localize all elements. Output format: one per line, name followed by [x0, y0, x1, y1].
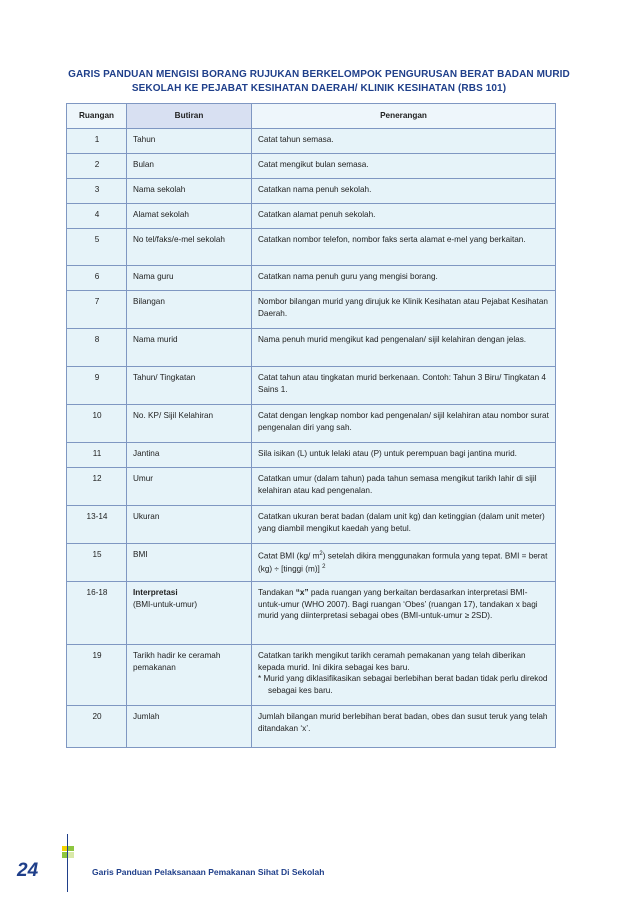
- header-butiran: Butiran: [127, 104, 252, 129]
- cell-penerangan: Nama penuh murid mengikut kad pengenalan/ sijil kelahiran dengan jelas.: [252, 329, 556, 367]
- interpretasi-text-b: pada ruangan yang berkaitan berdasarkan interpretasi BMI-untuk-umur (WHO 2007). Bagi ruangan ‘Obes’ (ruangan 17), tandakan x bagi murid yang diinterpretasi sebagai obes (BMI-untuk-umur ≥ 2SD).: [258, 588, 538, 620]
- footer-square-light: [68, 852, 74, 858]
- cell-ruangan: 3: [67, 179, 127, 204]
- table-row: [67, 266, 556, 291]
- cell-ruangan: 15: [67, 544, 127, 582]
- cell-penerangan: Catatkan nombor telefon, nombor faks serta alamat e-mel yang berkaitan.: [252, 229, 556, 266]
- cell-penerangan: Catatkan alamat penuh sekolah.: [252, 204, 556, 229]
- table-row: [67, 706, 556, 748]
- bmi-text-a: Catat BMI (kg/ m: [258, 551, 320, 561]
- cell-penerangan: [252, 544, 556, 582]
- cell-penerangan: [252, 582, 556, 645]
- cell-butiran: Ukuran: [127, 506, 252, 544]
- header-ruangan: Ruangan: [67, 104, 127, 129]
- cell-butiran: Tahun: [127, 129, 252, 154]
- cell-butiran: Bilangan: [127, 291, 252, 329]
- document-title: [60, 68, 578, 96]
- table-row: [67, 154, 556, 179]
- cell-penerangan: Jumlah bilangan murid berlebihan berat badan, obes dan susut teruk yang telah ditandakan ‘x’.: [252, 706, 556, 748]
- title-line-1: GARIS PANDUAN MENGISI BORANG RUJUKAN BERKELOMPOK PENGURUSAN BERAT BADAN MURID: [68, 69, 570, 80]
- cell-ruangan: 6: [67, 266, 127, 291]
- cell-ruangan: 1: [67, 129, 127, 154]
- cell-butiran: Nama guru: [127, 266, 252, 291]
- interpretasi-label: Interpretasi: [133, 588, 178, 597]
- guide-table: [66, 103, 556, 748]
- cell-butiran: Umur: [127, 468, 252, 506]
- cell-ruangan: 11: [67, 443, 127, 468]
- footer-title: Garis Panduan Pelaksanaan Pemakanan Sihat Di Sekolah: [92, 867, 325, 877]
- cell-butiran: BMI: [127, 544, 252, 582]
- cell-butiran: Nama murid: [127, 329, 252, 367]
- footer-square-green-2: [62, 852, 67, 858]
- cell-ruangan: 10: [67, 405, 127, 443]
- footer-square-green: [68, 846, 74, 851]
- cell-butiran: [127, 582, 252, 645]
- cell-penerangan: Catatkan nama penuh sekolah.: [252, 179, 556, 204]
- table-row: [67, 468, 556, 506]
- cell-ruangan: 9: [67, 367, 127, 405]
- cell-butiran: Nama sekolah: [127, 179, 252, 204]
- table-row: [67, 129, 556, 154]
- cell-penerangan: Catatkan nama penuh guru yang mengisi borang.: [252, 266, 556, 291]
- bmi-superscript: 2: [319, 551, 323, 557]
- table-row: [67, 291, 556, 329]
- cell-butiran: No. KP/ Sijil Kelahiran: [127, 405, 252, 443]
- table-row: [67, 506, 556, 544]
- cell-penerangan: Nombor bilangan murid yang dirujuk ke Klinik Kesihatan atau Pejabat Kesihatan Daerah.: [252, 291, 556, 329]
- bmi-superscript-2: 2: [322, 564, 326, 571]
- cell-butiran: No tel/faks/e-mel sekolah: [127, 229, 252, 266]
- cell-penerangan: Catat dengan lengkap nombor kad pengenalan/ sijil kelahiran atau nombor surat pengenalan diri yang sah.: [252, 405, 556, 443]
- cell-ruangan: 7: [67, 291, 127, 329]
- title-line-2: SEKOLAH KE PEJABAT KESIHATAN DAERAH/ KLINIK KESIHATAN (RBS 101): [131, 83, 507, 94]
- ceramah-note: * Murid yang diklasifikasikan sebagai berlebihan berat badan tidak perlu direkod sebagai kes baru.: [258, 674, 548, 695]
- cell-butiran: Tahun/ Tingkatan: [127, 367, 252, 405]
- cell-ruangan: 20: [67, 706, 127, 748]
- table-row: [67, 443, 556, 468]
- table-row: [67, 405, 556, 443]
- cell-penerangan: Catat tahun atau tingkatan murid berkenaan. Contoh: Tahun 3 Biru/ Tingkatan 4 Sains 1.: [252, 367, 556, 405]
- footer-square-yellow: [62, 846, 67, 851]
- cell-ruangan: 13-14: [67, 506, 127, 544]
- interpretasi-text-a: Tandakan: [258, 588, 296, 597]
- table-row: [67, 645, 556, 706]
- table-row: [67, 229, 556, 266]
- page-number: 24: [17, 860, 39, 881]
- cell-ruangan: 4: [67, 204, 127, 229]
- cell-penerangan: Catat mengikut bulan semasa.: [252, 154, 556, 179]
- table-row: [67, 367, 556, 405]
- cell-butiran: Tarikh hadir ke ceramah pemakanan: [127, 645, 252, 706]
- cell-butiran: Jantina: [127, 443, 252, 468]
- table-row: [67, 582, 556, 645]
- cell-penerangan: Catat tahun semasa.: [252, 129, 556, 154]
- table-header-row: [67, 104, 556, 129]
- header-penerangan: Penerangan: [252, 104, 556, 129]
- cell-penerangan: [252, 645, 556, 706]
- table-row: [67, 179, 556, 204]
- cell-ruangan: 16-18: [67, 582, 127, 645]
- cell-penerangan: Sila isikan (L) untuk lelaki atau (P) untuk perempuan bagi jantina murid.: [252, 443, 556, 468]
- table-row: [67, 204, 556, 229]
- table-row: [67, 544, 556, 582]
- cell-ruangan: 19: [67, 645, 127, 706]
- cell-butiran: Bulan: [127, 154, 252, 179]
- cell-ruangan: 2: [67, 154, 127, 179]
- interpretasi-mark: “x”: [295, 588, 309, 597]
- cell-ruangan: 12: [67, 468, 127, 506]
- bmi-text-b: ) setelah dikira menggunakan formula yang tepat. BMI = berat (kg) ÷ [tinggi (m)]: [258, 551, 548, 574]
- cell-penerangan: Catatkan umur (dalam tahun) pada tahun semasa mengikut tarikh lahir di sijil kelahiran atau kad pengenalan.: [252, 468, 556, 506]
- ceramah-text: Catatkan tarikh mengikut tarikh ceramah pemakanan yang telah diberikan kepada murid. Ini dikira sebagai kes baru.: [258, 651, 526, 672]
- cell-butiran: Jumlah: [127, 706, 252, 748]
- table-row: [67, 329, 556, 367]
- footer-divider: [67, 834, 68, 892]
- cell-penerangan: Catatkan ukuran berat badan (dalam unit kg) dan ketinggian (dalam unit meter) yang diambil mengikut kaedah yang betul.: [252, 506, 556, 544]
- cell-butiran: Alamat sekolah: [127, 204, 252, 229]
- cell-ruangan: 8: [67, 329, 127, 367]
- interpretasi-sublabel: (BMI-untuk-umur): [133, 599, 198, 609]
- cell-ruangan: 5: [67, 229, 127, 266]
